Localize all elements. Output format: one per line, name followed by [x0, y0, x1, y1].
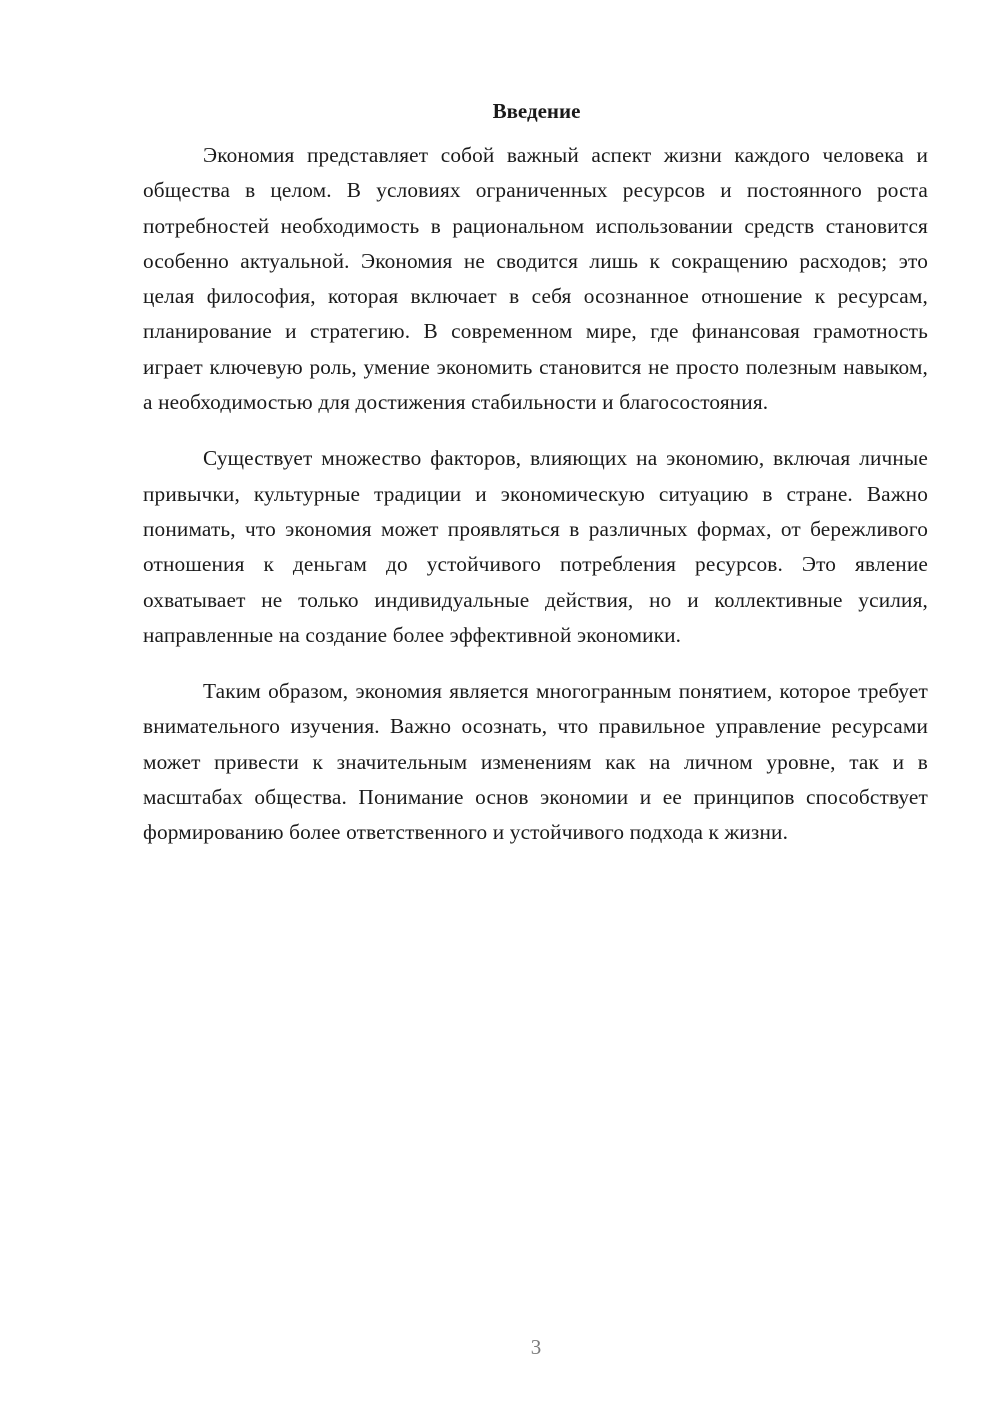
- paragraph: Таким образом, экономия является многогранным понятием, которое требует внимательного изучения. Важно осознать, что правильное управление ресурсами может привести к значительным изменениям как на личном уровне, так и в масштабах общества. Понимание основ экономии и ее принципов способствует формированию более ответственного и устойчивого подхода к жизни.: [143, 679, 928, 845]
- page-content: [143, 96, 928, 851]
- paragraph: Существует множество факторов, влияющих на экономию, включая личные привычки, культурные традиции и экономическую ситуацию в стране. Важно понимать, что экономия может проявляться в различных формах, от бережливого отношения к деньгам до устойчивого потребления ресурсов. Это явление охватывает не только индивидуальные действия, но и коллективные усилия, направленные на создание более эффективной экономики.: [143, 446, 928, 647]
- page-number: 3: [530, 1335, 542, 1359]
- section-heading: Введение: [492, 99, 581, 123]
- paragraph: Экономия представляет собой важный аспект жизни каждого человека и общества в целом. В условиях ограниченных ресурсов и постоянного роста потребностей необходимость в рациональном использовании средств становится особенно актуальной. Экономия не сводится лишь к сокращению расходов; это целая философия, которая включает в себя осознанное отношение к ресурсам, планирование и стратегию. В современном мире, где финансовая грамотность играет ключевую роль, умение экономить становится не просто полезным навыком, а необходимостью для достижения стабильности и благосостояния.: [143, 143, 928, 415]
